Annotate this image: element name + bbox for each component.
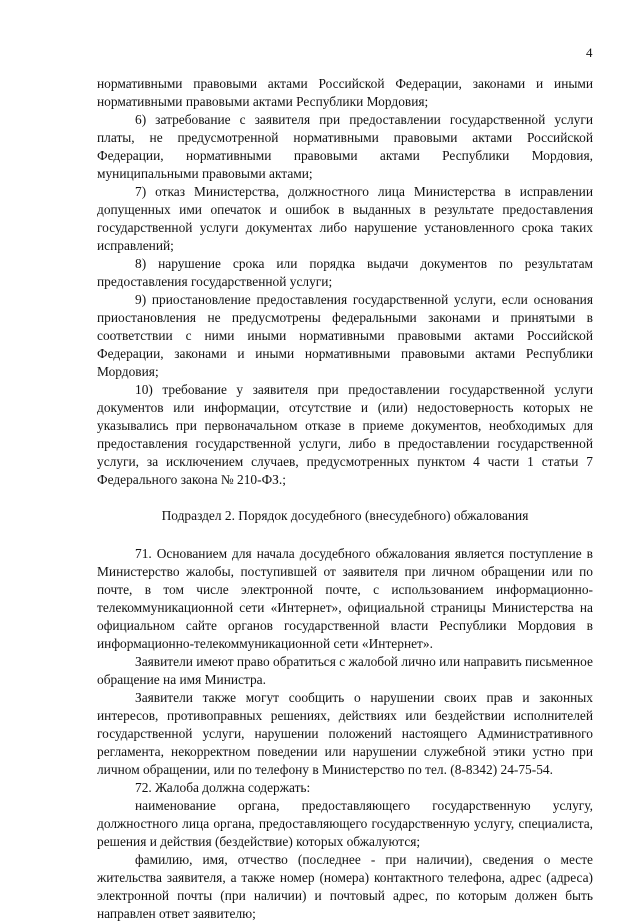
paragraph: 7) отказ Министерства, должностного лица Министерства в исправлении допущенных ими опечаток и ошибок в выданных в результате предоставления государственной услуги документах либо нарушение установленного срока таких исправлений; bbox=[97, 184, 593, 253]
paragraph: фамилию, имя, отчество (последнее - при наличии), сведения о месте жительства заявителя, а также номер (номера) контактного телефона, адрес (адреса) электронной почты (при наличии) и почтовый адрес, по которым должен быть направлен ответ заявителю; bbox=[97, 852, 593, 921]
paragraph: 71. Основанием для начала досудебного обжалования является поступление в Министерство жалобы, поступившей от заявителя при личном обращении или по почте, в том числе электронной почте, с использованием информационно-телекоммуникационной сети «Интернет», официальной страницы Министерства на официальном сайте органов государственной власти Республики Мордовия в информационно-телекоммуникационной сети «Интернет». bbox=[97, 546, 593, 651]
paragraph: наименование органа, предоставляющего государственную услугу, должностного лица органа, предоставляющего государственную услугу, специалиста, решения и действия (бездействие) которых обжалуются; bbox=[97, 798, 593, 849]
paragraph: 6) затребование с заявителя при предоставлении государственной услуги платы, не предусмотренной нормативными правовыми актами Российской Федерации, нормативными правовыми актами Республики Мордовия, муниципальными правовыми актами; bbox=[97, 112, 593, 181]
paragraph: 8) нарушение срока или порядка выдачи документов по результатам предоставления государственной услуги; bbox=[97, 256, 593, 289]
paragraph: 9) приостановление предоставления государственной услуги, если основания приостановления не предусмотрены федеральными законами и принятыми в соответствии с ними иными нормативными правовыми актами Российской Федерации, законами и иными нормативными правовыми актами Республики Мордовия; bbox=[97, 292, 593, 379]
paragraph: Заявители имеют право обратиться с жалобой лично или направить письменное обращение на имя Министра. bbox=[97, 654, 593, 687]
page-number: 4 bbox=[586, 45, 593, 60]
paragraph: 72. Жалоба должна содержать: bbox=[135, 780, 311, 795]
paragraph: нормативными правовыми актами Российской Федерации, законами и иными нормативными правовыми актами Республики Мордовия; bbox=[97, 76, 593, 109]
section-heading: Подраздел 2. Порядок досудебного (внесудебного) обжалования bbox=[161, 508, 529, 523]
paragraph: Заявители также могут сообщить о нарушении своих прав и законных интересов, противоправных решениях, действиях или бездействии исполнителей государственной услуги, нарушении положений настоящего Административного регламента, некорректном поведении или нарушении служебной этики устно при личном обращении, или по телефону в Министерство по тел. (8-8342) 24-75-54. bbox=[97, 690, 593, 777]
document-body bbox=[97, 75, 593, 923]
paragraph: 10) требование у заявителя при предоставлении государственной услуги документов или информации, отсутствие и (или) недостоверность которых не указывались при первоначальном отказе в приеме документов, необходимых для предоставления государственной услуги, либо в предоставлении государственной услуги, за исключением случаев, предусмотренных пунктом 4 части 1 статьи 7 Федерального закона № 210-ФЗ.; bbox=[97, 382, 593, 487]
